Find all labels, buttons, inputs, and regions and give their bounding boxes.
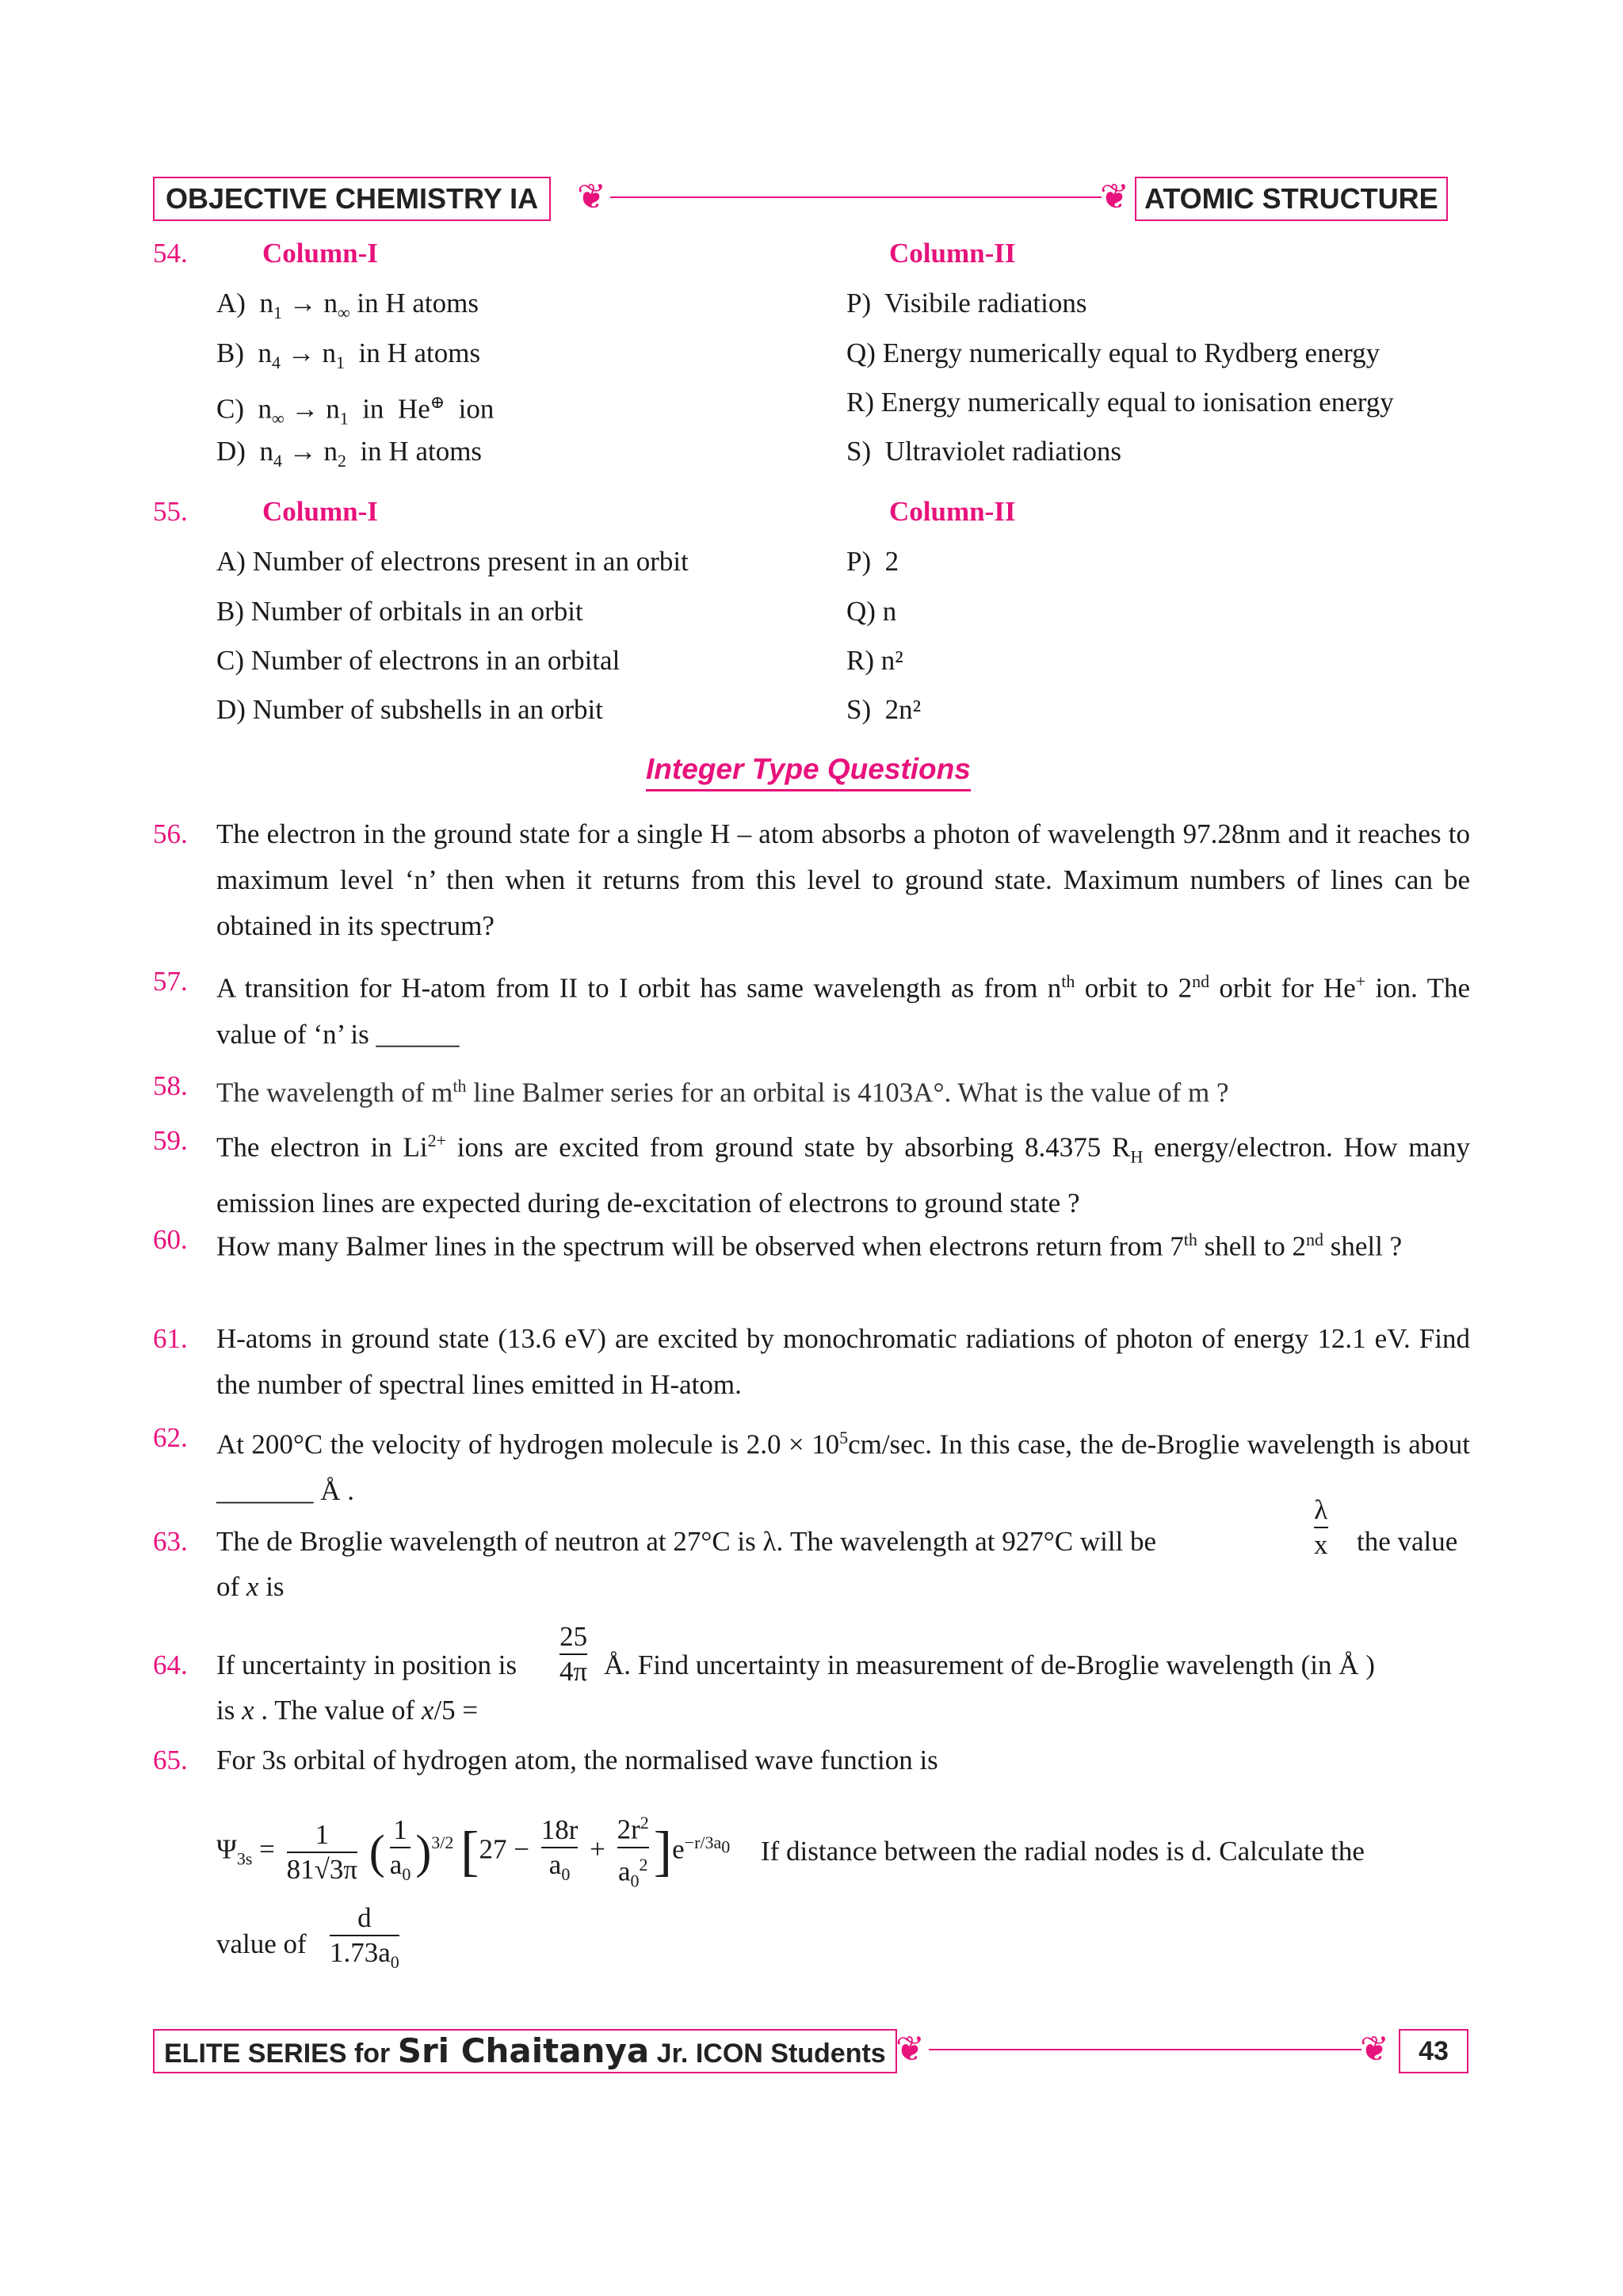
- q54-option-s: S) Ultraviolet radiations: [846, 436, 1122, 467]
- q64-number: 64.: [153, 1650, 188, 1680]
- footer-prefix: ELITE SERIES for: [164, 2039, 391, 2069]
- q65-fraction: $\frac{d}{1.73a_0}$: [325, 1901, 404, 1979]
- q62-number: 62.: [153, 1422, 188, 1453]
- q56-text: The electron in the ground state for a single H – atom absorbs a photon of wavelength 97.28nm and it reaches to maximum level ‘n’ then when it returns from this level to ground state. Maximum numbers of lines can be obtained in its spectrum?: [216, 818, 1470, 941]
- footer-page-box: [1399, 2029, 1468, 2073]
- q55-option-p: P) 2: [846, 546, 899, 577]
- q65-tail: If distance between the radial nodes is d. Calculate the: [761, 1836, 1365, 1867]
- q56-number: 56.: [153, 818, 188, 849]
- q64-text-line2: is x . The value of x/5 =: [216, 1695, 479, 1726]
- footer-ornament-left: ❦: [896, 2030, 925, 2069]
- q54-option-p: P) Visibile radiations: [846, 288, 1087, 318]
- q63-number: 63.: [153, 1526, 188, 1557]
- q55-column1-heading: Column-I: [262, 496, 378, 527]
- section-title: Integer Type Questions: [646, 753, 971, 791]
- q63-text-line1: The de Broglie wavelength of neutron at 27°C is λ. The wavelength at 927°C will be: [216, 1526, 1157, 1557]
- q54-option-r: R) Energy numerically equal to ionisation energy: [846, 387, 1394, 418]
- q61-text: H-atoms in ground state (13.6 eV) are excited by monochromatic radiations of photon of energy 12.1 eV. Find the number of spectral lines emitted in H-atom.: [216, 1323, 1470, 1400]
- q54-number: 54.: [153, 238, 188, 269]
- q55-item-d: D) Number of subshells in an orbit: [216, 694, 603, 725]
- header-rule: [610, 196, 1102, 198]
- q58-text: The wavelength of $m^{th}$ line Balmer series for an orbital is 4103A°. What is the value of m ?: [216, 1076, 1229, 1108]
- q57-text: A transition for H-atom from II to I orbit has same wavelength as from $n^{th}$ orbit to 2nd orbit for He+ ion. The value of ‘n’ is ______: [216, 971, 1470, 1050]
- q55-item-a: A) Number of electrons present in an orbit: [216, 546, 689, 577]
- q64-text-line1: If uncertainty in position is: [216, 1650, 517, 1680]
- q59-number: 59.: [153, 1125, 188, 1156]
- footer-left-box: [153, 2029, 897, 2073]
- q60-text: How many Balmer lines in the spectrum will be observed when electrons return from 7th shell to 2nd shell ?: [216, 1230, 1403, 1262]
- q65-value-of: value of: [216, 1928, 307, 1959]
- q55-item-b: B) Number of orbitals in an orbit: [216, 596, 583, 627]
- footer-brand: Sri Chaitanya: [397, 2031, 650, 2070]
- q54-item-d: D) $n_4 \to n_2$ in H atoms: [216, 436, 483, 471]
- q57-number: 57.: [153, 966, 188, 997]
- q55-column2-heading: Column-II: [889, 496, 1016, 527]
- q55-option-r: R) n²: [846, 645, 903, 676]
- footer-suffix: Jr. ICON Students: [656, 2039, 886, 2069]
- q63-text-tail: the value: [1357, 1526, 1458, 1557]
- q54-item-a: A) $n_1 \to n_\infty$ in H atoms: [216, 288, 479, 322]
- q62-text: At 200°C the velocity of hydrogen molecule is $2.0 \times 10^5cm/\sec$. In this case, the de-Broglie wavelength is about _______ Å .: [216, 1428, 1470, 1506]
- q58-number: 58.: [153, 1070, 188, 1101]
- header-right-box: [1135, 177, 1448, 221]
- q55-option-q: Q) n: [846, 596, 897, 627]
- q63-fraction: $\frac{\lambda}{x}$: [1314, 1494, 1328, 1560]
- q64-text-line1-tail: Å. Find uncertainty in measurement of de-Broglie wavelength (in Å ): [604, 1650, 1375, 1680]
- q61-number: 61.: [153, 1323, 188, 1354]
- q54-item-b: B) $n_4 \to n_1$ in H atoms: [216, 338, 481, 372]
- q64-fraction: $\frac{25}{4\pi}$: [559, 1621, 588, 1687]
- q63-text-line2: of x is: [216, 1571, 285, 1602]
- q59-text: The electron in $Li^{2+}$ ions are excited from ground state by absorbing 8.4375 $R_H$ energy/electron. How many emission lines are expected during de-excitation of electrons to ground state ?: [216, 1131, 1470, 1219]
- header-ornament-left: ❦: [577, 177, 606, 216]
- header-left-title: OBJECTIVE CHEMISTRY IA: [166, 182, 539, 215]
- q65-text: For 3s orbital of hydrogen atom, the normalised wave function is: [216, 1745, 938, 1775]
- q60-number: 60.: [153, 1224, 188, 1255]
- header-ornament-right: ❦: [1100, 177, 1129, 216]
- q54-column1-heading: Column-I: [262, 238, 378, 269]
- footer-ornament-right: ❦: [1360, 2030, 1389, 2069]
- q65-number: 65.: [153, 1745, 188, 1775]
- page-number: 43: [1419, 2036, 1449, 2066]
- q55-number: 55.: [153, 496, 188, 527]
- q54-option-q: Q) Energy numerically equal to Rydberg energy: [846, 338, 1381, 368]
- header-left-box: [153, 177, 551, 221]
- q65-wavefunction: $\Psi_{3s}$ = $\frac{1}{81√3\pi}$ ( $\frac{1}{a_0}$ )$^{3/2}$ [27 − $\frac{18r}{a_0}$ + $\frac{2r^2}{a_0^2}$ ]$e^{-r/3a_0}$: [216, 1806, 730, 1897]
- q55-item-c: C) Number of electrons in an orbital: [216, 645, 621, 676]
- header-right-title: ATOMIC STRUCTURE: [1144, 182, 1438, 215]
- q54-column2-heading: Column-II: [889, 238, 1016, 269]
- footer-rule: [929, 2049, 1361, 2050]
- q54-item-c: C) $n_\infty \to n_1$ in He⊕ ion: [216, 392, 495, 429]
- q55-option-s: S) 2n²: [846, 694, 922, 725]
